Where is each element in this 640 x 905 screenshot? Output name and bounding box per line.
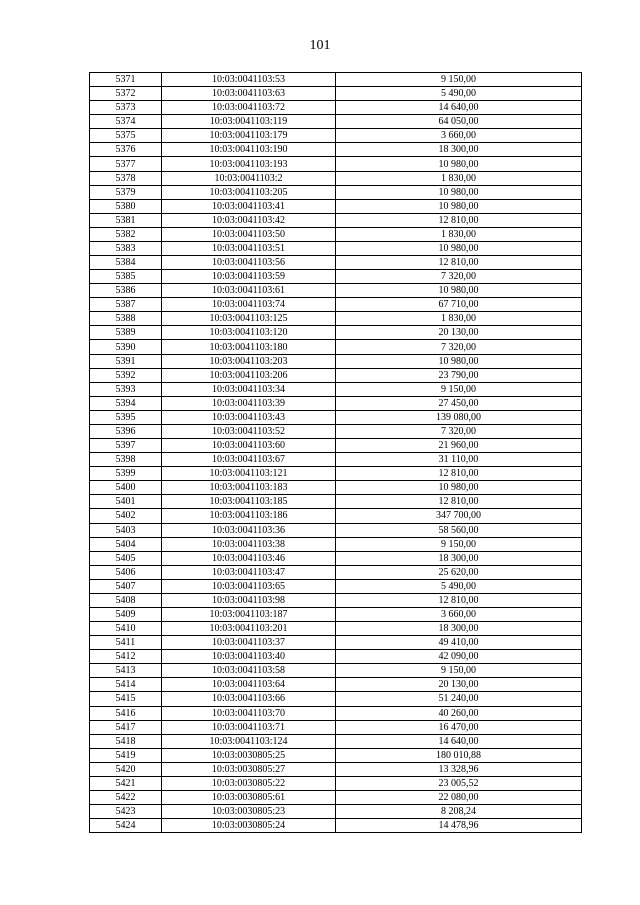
cadastral-number-cell: 10:03:0041103:50 [162,227,336,241]
value-cell: 12 810,00 [336,256,582,270]
table-row [90,185,582,199]
row-number-cell: 5415 [90,692,162,706]
row-number-cell: 5372 [90,87,162,101]
table-row [90,607,582,621]
table-row [90,396,582,410]
cadastral-number-cell: 10:03:0041103:185 [162,495,336,509]
row-number-cell: 5377 [90,157,162,171]
table-row [90,509,582,523]
cadastral-number-cell: 10:03:0041103:61 [162,284,336,298]
value-cell: 18 300,00 [336,551,582,565]
table-row [90,340,582,354]
cadastral-number-cell: 10:03:0041103:36 [162,523,336,537]
value-cell: 10 980,00 [336,157,582,171]
cadastral-number-cell: 10:03:0041103:206 [162,368,336,382]
cadastral-number-cell: 10:03:0041103:43 [162,410,336,424]
table-row [90,312,582,326]
value-cell: 13 328,96 [336,762,582,776]
cadastral-number-cell: 10:03:0041103:186 [162,509,336,523]
row-number-cell: 5423 [90,805,162,819]
cadastral-number-cell: 10:03:0041103:42 [162,213,336,227]
value-cell: 10 980,00 [336,185,582,199]
table-row [90,227,582,241]
cadastral-number-cell: 10:03:0041103:66 [162,692,336,706]
table-row [90,101,582,115]
table-row [90,284,582,298]
value-cell: 1 830,00 [336,171,582,185]
table-row [90,354,582,368]
table-row [90,523,582,537]
row-number-cell: 5371 [90,73,162,87]
value-cell: 1 830,00 [336,312,582,326]
cadastral-number-cell: 10:03:0041103:183 [162,481,336,495]
row-number-cell: 5406 [90,565,162,579]
value-cell: 9 150,00 [336,382,582,396]
value-cell: 67 710,00 [336,298,582,312]
row-number-cell: 5420 [90,762,162,776]
cadastral-number-cell: 10:03:0041103:187 [162,607,336,621]
row-number-cell: 5373 [90,101,162,115]
table-row [90,73,582,87]
cadastral-number-cell: 10:03:0041103:41 [162,199,336,213]
row-number-cell: 5376 [90,143,162,157]
cadastral-number-cell: 10:03:0041103:40 [162,650,336,664]
cadastral-number-cell: 10:03:0041103:120 [162,326,336,340]
row-number-cell: 5385 [90,270,162,284]
value-cell: 3 660,00 [336,129,582,143]
cadastral-number-cell: 10:03:0041103:193 [162,157,336,171]
cadastral-number-cell: 10:03:0030805:22 [162,776,336,790]
value-cell: 64 050,00 [336,115,582,129]
value-cell: 21 960,00 [336,439,582,453]
value-cell: 14 640,00 [336,101,582,115]
table-row [90,819,582,833]
value-cell: 7 320,00 [336,270,582,284]
cadastral-number-cell: 10:03:0041103:70 [162,706,336,720]
table-row [90,551,582,565]
row-number-cell: 5374 [90,115,162,129]
table-row [90,790,582,804]
table-row [90,213,582,227]
value-cell: 14 640,00 [336,734,582,748]
table-row [90,678,582,692]
value-cell: 22 080,00 [336,790,582,804]
row-number-cell: 5407 [90,579,162,593]
value-cell: 12 810,00 [336,593,582,607]
value-cell: 9 150,00 [336,664,582,678]
row-number-cell: 5394 [90,396,162,410]
row-number-cell: 5417 [90,720,162,734]
row-number-cell: 5421 [90,776,162,790]
value-cell: 25 620,00 [336,565,582,579]
value-cell: 5 490,00 [336,87,582,101]
table-row [90,424,582,438]
value-cell: 12 810,00 [336,213,582,227]
row-number-cell: 5404 [90,537,162,551]
row-number-cell: 5384 [90,256,162,270]
cadastral-number-cell: 10:03:0041103:59 [162,270,336,284]
row-number-cell: 5381 [90,213,162,227]
cadastral-number-cell: 10:03:0041103:205 [162,185,336,199]
row-number-cell: 5398 [90,453,162,467]
row-number-cell: 5387 [90,298,162,312]
value-cell: 40 260,00 [336,706,582,720]
table-row [90,622,582,636]
table-row [90,748,582,762]
cadastral-number-cell: 10:03:0041103:201 [162,622,336,636]
table-row [90,410,582,424]
registry-table-body [90,73,582,833]
value-cell: 10 980,00 [336,284,582,298]
row-number-cell: 5422 [90,790,162,804]
row-number-cell: 5393 [90,382,162,396]
value-cell: 18 300,00 [336,622,582,636]
cadastral-number-cell: 10:03:0041103:125 [162,312,336,326]
row-number-cell: 5379 [90,185,162,199]
table-row [90,495,582,509]
cadastral-number-cell: 10:03:0041103:64 [162,678,336,692]
cadastral-number-cell: 10:03:0041103:58 [162,664,336,678]
cadastral-number-cell: 10:03:0041103:180 [162,340,336,354]
cadastral-number-cell: 10:03:0041103:34 [162,382,336,396]
table-row [90,368,582,382]
row-number-cell: 5395 [90,410,162,424]
row-number-cell: 5389 [90,326,162,340]
value-cell: 10 980,00 [336,241,582,255]
table-row [90,157,582,171]
row-number-cell: 5419 [90,748,162,762]
cadastral-number-cell: 10:03:0041103:67 [162,453,336,467]
row-number-cell: 5386 [90,284,162,298]
row-number-cell: 5411 [90,636,162,650]
table-row [90,776,582,790]
cadastral-number-cell: 10:03:0041103:53 [162,73,336,87]
cadastral-number-cell: 10:03:0041103:60 [162,439,336,453]
row-number-cell: 5409 [90,607,162,621]
table-row [90,87,582,101]
value-cell: 31 110,00 [336,453,582,467]
value-cell: 12 810,00 [336,467,582,481]
value-cell: 7 320,00 [336,424,582,438]
value-cell: 5 490,00 [336,579,582,593]
value-cell: 10 980,00 [336,199,582,213]
cadastral-number-cell: 10:03:0041103:74 [162,298,336,312]
cadastral-number-cell: 10:03:0041103:2 [162,171,336,185]
value-cell: 12 810,00 [336,495,582,509]
cadastral-number-cell: 10:03:0041103:71 [162,720,336,734]
value-cell: 18 300,00 [336,143,582,157]
value-cell: 20 130,00 [336,678,582,692]
table-row [90,805,582,819]
value-cell: 23 790,00 [336,368,582,382]
table-row [90,129,582,143]
row-number-cell: 5400 [90,481,162,495]
row-number-cell: 5375 [90,129,162,143]
value-cell: 180 010,88 [336,748,582,762]
row-number-cell: 5380 [90,199,162,213]
table-row [90,762,582,776]
table-row [90,692,582,706]
cadastral-number-cell: 10:03:0030805:27 [162,762,336,776]
table-row [90,734,582,748]
table-row [90,481,582,495]
row-number-cell: 5397 [90,439,162,453]
row-number-cell: 5388 [90,312,162,326]
table-row [90,241,582,255]
value-cell: 49 410,00 [336,636,582,650]
value-cell: 23 005,52 [336,776,582,790]
cadastral-number-cell: 10:03:0041103:39 [162,396,336,410]
cadastral-number-cell: 10:03:0041103:203 [162,354,336,368]
table-row [90,706,582,720]
cadastral-number-cell: 10:03:0041103:124 [162,734,336,748]
table-row [90,115,582,129]
value-cell: 16 470,00 [336,720,582,734]
cadastral-number-cell: 10:03:0041103:98 [162,593,336,607]
value-cell: 8 208,24 [336,805,582,819]
table-row [90,579,582,593]
row-number-cell: 5396 [90,424,162,438]
row-number-cell: 5391 [90,354,162,368]
table-row [90,593,582,607]
cadastral-number-cell: 10:03:0041103:38 [162,537,336,551]
table-row [90,270,582,284]
cadastral-number-cell: 10:03:0041103:190 [162,143,336,157]
row-number-cell: 5410 [90,622,162,636]
table-row [90,143,582,157]
table-row [90,537,582,551]
registry-table [89,72,582,833]
row-number-cell: 5378 [90,171,162,185]
value-cell: 27 450,00 [336,396,582,410]
value-cell: 9 150,00 [336,73,582,87]
row-number-cell: 5416 [90,706,162,720]
table-row [90,467,582,481]
table-row [90,636,582,650]
table-row [90,720,582,734]
value-cell: 1 830,00 [336,227,582,241]
value-cell: 139 080,00 [336,410,582,424]
value-cell: 51 240,00 [336,692,582,706]
cadastral-number-cell: 10:03:0030805:24 [162,819,336,833]
row-number-cell: 5413 [90,664,162,678]
value-cell: 9 150,00 [336,537,582,551]
row-number-cell: 5408 [90,593,162,607]
table-row [90,382,582,396]
value-cell: 20 130,00 [336,326,582,340]
row-number-cell: 5424 [90,819,162,833]
row-number-cell: 5418 [90,734,162,748]
page-number: 101 [309,38,331,53]
table-row [90,326,582,340]
cadastral-number-cell: 10:03:0041103:72 [162,101,336,115]
row-number-cell: 5414 [90,678,162,692]
cadastral-number-cell: 10:03:0041103:121 [162,467,336,481]
row-number-cell: 5383 [90,241,162,255]
cadastral-number-cell: 10:03:0041103:46 [162,551,336,565]
value-cell: 10 980,00 [336,481,582,495]
cadastral-number-cell: 10:03:0030805:23 [162,805,336,819]
table-row [90,650,582,664]
table-row [90,256,582,270]
value-cell: 347 700,00 [336,509,582,523]
value-cell: 42 090,00 [336,650,582,664]
table-row [90,453,582,467]
cadastral-number-cell: 10:03:0041103:179 [162,129,336,143]
row-number-cell: 5399 [90,467,162,481]
table-row [90,439,582,453]
cadastral-number-cell: 10:03:0041103:47 [162,565,336,579]
row-number-cell: 5390 [90,340,162,354]
cadastral-number-cell: 10:03:0041103:52 [162,424,336,438]
cadastral-number-cell: 10:03:0030805:25 [162,748,336,762]
table-row [90,664,582,678]
table-row [90,171,582,185]
table-row [90,199,582,213]
row-number-cell: 5412 [90,650,162,664]
row-number-cell: 5405 [90,551,162,565]
row-number-cell: 5403 [90,523,162,537]
row-number-cell: 5402 [90,509,162,523]
value-cell: 58 560,00 [336,523,582,537]
row-number-cell: 5401 [90,495,162,509]
table-row [90,565,582,579]
value-cell: 3 660,00 [336,607,582,621]
value-cell: 14 478,96 [336,819,582,833]
cadastral-number-cell: 10:03:0030805:61 [162,790,336,804]
cadastral-number-cell: 10:03:0041103:51 [162,241,336,255]
cadastral-number-cell: 10:03:0041103:37 [162,636,336,650]
cadastral-number-cell: 10:03:0041103:56 [162,256,336,270]
cadastral-number-cell: 10:03:0041103:119 [162,115,336,129]
cadastral-number-cell: 10:03:0041103:63 [162,87,336,101]
row-number-cell: 5382 [90,227,162,241]
cadastral-number-cell: 10:03:0041103:65 [162,579,336,593]
row-number-cell: 5392 [90,368,162,382]
value-cell: 7 320,00 [336,340,582,354]
value-cell: 10 980,00 [336,354,582,368]
table-row [90,298,582,312]
